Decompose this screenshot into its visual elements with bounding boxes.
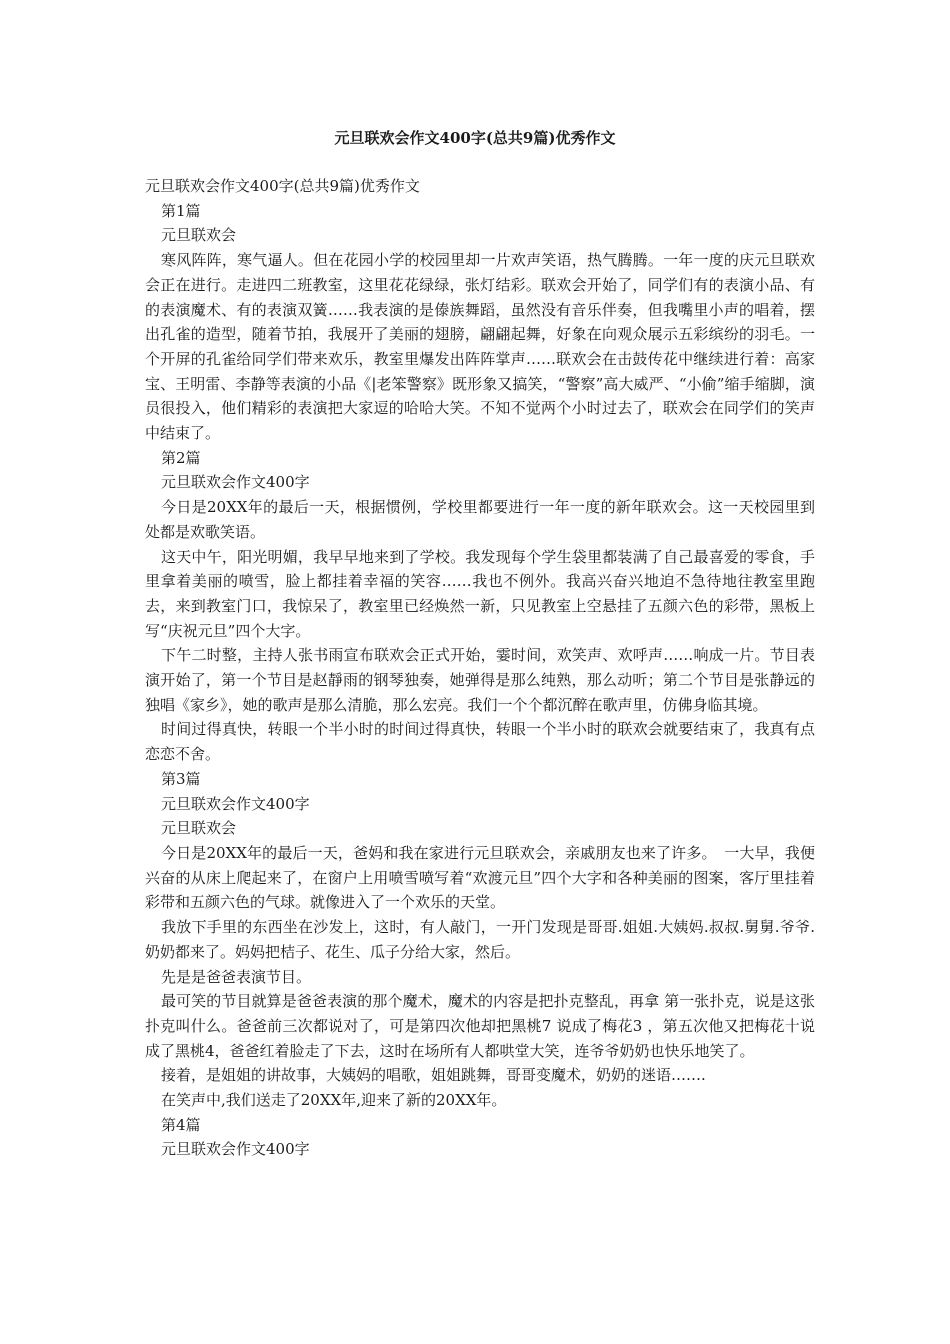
document-paragraph: 元旦联欢会 <box>161 819 237 838</box>
document-paragraph: 元旦联欢会作文400字 <box>161 473 310 492</box>
document-paragraph: 第2篇 <box>161 448 201 467</box>
document-paragraph: 元旦联欢会 <box>161 226 237 245</box>
document-paragraph: 在笑声中,我们送走了20XX年,迎来了新的20XX年。 <box>161 1091 507 1110</box>
document-paragraph: 接着，是姐姐的讲故事，大姨妈的唱歌，姐姐跳舞，哥哥变魔术，奶奶的迷语……. <box>161 1066 706 1085</box>
document-paragraph: 先是是爸爸表演节目。 <box>161 967 312 986</box>
document-paragraph: 寒风阵阵，寒气逼人。但在花园小学的校园里却一片欢声笑语，热气腾腾。一年一度的庆元旦联欢会正在进行。走进四二班教室，这里花花绿绿，张灯结彩。联欢会开始了，同学们有的表演小品、有的表演魔术、有的表演双簧……我表演的是傣族舞蹈，虽然没有音乐伴奏，但我嘴里小声的唱着，摆出孔雀的造型，随着节拍，我展开了美丽的翅膀，翩翩起舞，好象在向观众展示五彩缤纷的羽毛。一个开屏的孔雀给同学们带来欢乐，教室里爆发出阵阵掌声……联欢会在击鼓传花中继续进行着：高家宝、王明雷、李静等表演的小品《|老笨警察》既形象又搞笑，“警察”高大威严、“小偷”缩手缩脚，演员很投入，他们精彩的表演把大家逗的哈哈大笑。不知不觉两个小时过去了，联欢会在同学们的笑声中结束了。 <box>145 251 815 443</box>
document-paragraph: 今日是20XX年的最后一天，爸妈和我在家进行元旦联欢会，亲戚朋友也来了许多。 一大早，我便兴奋的从床上爬起来了，在窗户上用喷雪喷写着“欢渡元旦”四个大字和各种美丽的图案，客厅里挂着彩带和五颜六色的气球。就像进入了一个欢乐的天堂。 <box>145 843 815 912</box>
document-paragraph: 这天中午，阳光明媚，我早早地来到了学校。我发现每个学生袋里都装满了自己最喜爱的零食，手里拿着美丽的喷雪，脸上都挂着幸福的笑容……我也不例外。我高兴奋兴地迫不急待地往教室里跑去，来到教室门口，我惊呆了，教室里已经焕然一新，只见教室上空悬挂了五颜六色的彩带，黑板上写“庆祝元旦”四个大字。 <box>145 547 815 640</box>
document-paragraph: 元旦联欢会作文400字(总共9篇)优秀作文 <box>145 177 420 195</box>
document-paragraph: 下午二时整，主持人张书雨宣布联欢会正式开始，霎时间，欢笑声、欢呼声……响成一片。节目表演开始了，第一个节目是赵靜雨的钢琴独奏，她弹得是那么纯熟，那么动听；第二个节目是张静远的独唱《家乡》，她的歌声是那么清脆，那么宏亮。我们一个个都沉醉在歌声里，仿佛身临其境。 <box>145 646 815 714</box>
document-paragraph: 最可笑的节目就算是爸爸表演的那个魔术，魔术的内容是把扑克整乱，再拿 第一张扑克，说是这张扑克叫什么。爸爸前三次都说对了，可是第四次他却把黑桃7 说成了梅花3 ，第五次他又把梅花十说成了黑桃4，爸爸红着脸走了下去，这时在场所有人都哄堂大笑，连爷爷奶奶也快乐地笑了。 <box>145 992 815 1060</box>
document-paragraph: 今日是20XX年的最后一天，根据惯例，学校里都要进行一年一度的新年联欢会。这一天校园里到处都是欢歌笑语。 <box>145 498 815 541</box>
document-body <box>145 174 815 1162</box>
document-paragraph: 第1篇 <box>161 201 201 220</box>
document-paragraph: 元旦联欢会作文400字 <box>161 1140 310 1159</box>
document-paragraph: 第3篇 <box>161 769 201 788</box>
document-header-title: 元旦联欢会作文400字(总共9篇)优秀作文 <box>334 129 616 147</box>
document-paragraph: 我放下手里的东西坐在沙发上，这时，有人敲门，一开门发现是哥哥.姐姐.大姨妈.叔叔.舅舅.爷爷.奶奶都来了。妈妈把桔子、花生、瓜子分给大家，然后。 <box>145 918 815 961</box>
document-paragraph: 元旦联欢会作文400字 <box>161 794 310 813</box>
document-paragraph: 第4篇 <box>161 1115 201 1134</box>
document-paragraph: 时间过得真快，转眼一个半小时的时间过得真快，转眼一个半小时的联欢会就要结束了，我真有点恋恋不舍。 <box>145 720 815 764</box>
